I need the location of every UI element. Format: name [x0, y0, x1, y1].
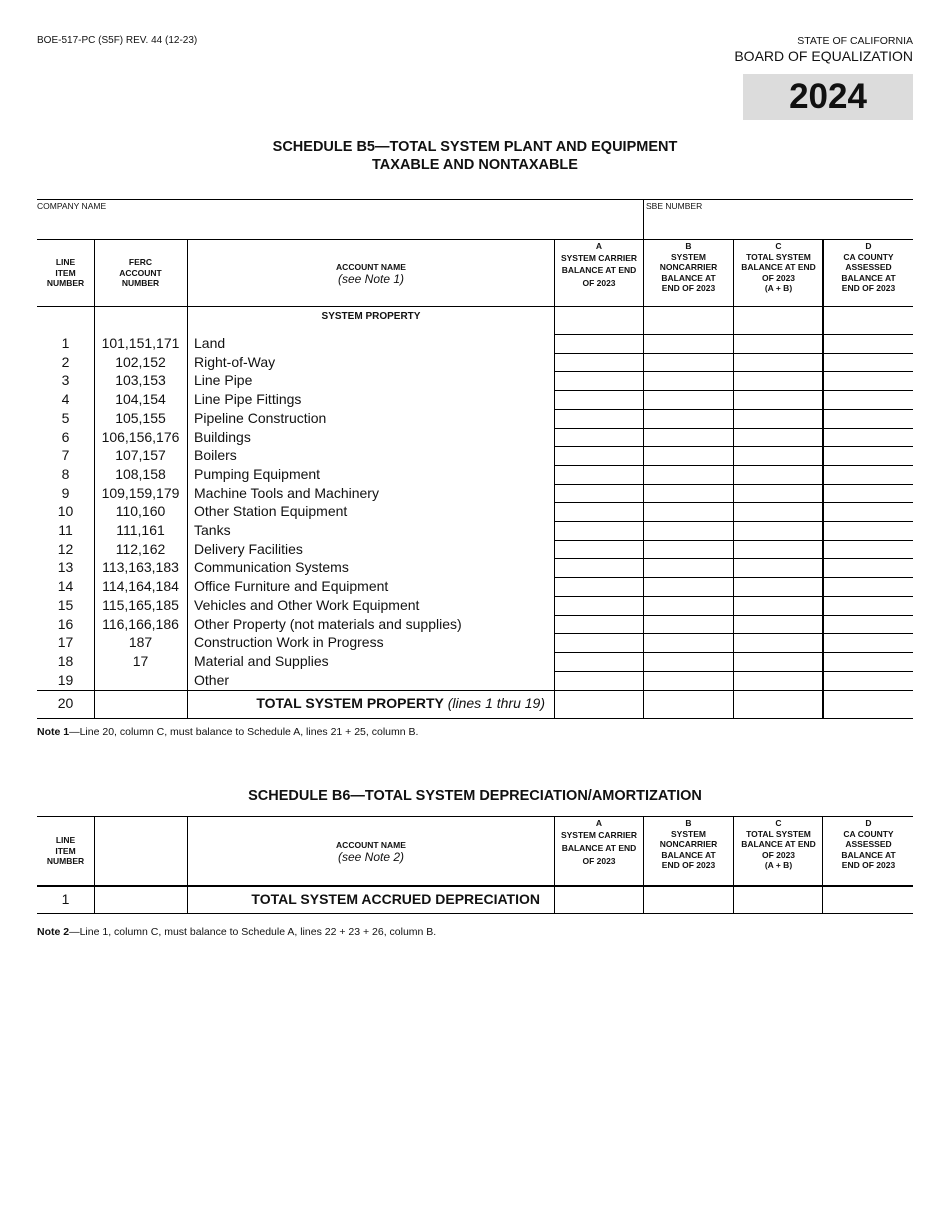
row-account-name: Pipeline Construction — [194, 409, 327, 426]
row-col-a-input[interactable] — [555, 559, 643, 576]
row-col-a-input[interactable] — [555, 634, 643, 651]
row-col-b-input[interactable] — [644, 447, 733, 464]
row-account-name: Land — [194, 335, 226, 351]
note-1: Note 1—Line 20, column C, must balance to Schedule A, lines 21 + 25, column B. — [37, 726, 419, 738]
col-c-header: C TOTAL SYSTEM BALANCE AT END OF 2023 (A + B) — [741, 241, 816, 293]
row-col-a-input[interactable] — [555, 672, 643, 689]
row-line-number: 4 — [61, 391, 70, 408]
row-col-d-input[interactable] — [824, 597, 913, 614]
row-line-number: 18 — [57, 652, 74, 669]
year-box: 2024 — [743, 74, 913, 120]
row-col-a-input[interactable] — [555, 429, 643, 446]
row-col-a-input[interactable] — [555, 503, 643, 520]
row-line-number: 6 — [61, 428, 70, 445]
row-line-number: 9 — [61, 484, 70, 501]
total-col-d-input[interactable] — [824, 691, 913, 718]
row-col-c-input[interactable] — [734, 447, 822, 464]
row-line-number: 17 — [57, 634, 74, 651]
row-ferc-number: 116,166,186 — [102, 615, 179, 632]
row-line-number: 15 — [57, 596, 74, 613]
row-account-name: Construction Work in Progress — [194, 634, 384, 651]
b6-col-d-input[interactable] — [824, 887, 913, 913]
row-col-c-input[interactable] — [734, 597, 822, 614]
row-account-name: Delivery Facilities — [194, 540, 303, 557]
row-col-a-input[interactable] — [555, 391, 643, 408]
col-a-header: A SYSTEM CARRIER BALANCE AT END OF 2023 — [560, 241, 638, 288]
row-ferc-number: 106,156,176 — [101, 428, 180, 445]
row-ferc-number: 104,154 — [115, 391, 166, 408]
row-line-number: 11 — [58, 522, 73, 538]
b6-col-b-input[interactable] — [644, 887, 733, 913]
row-col-d-input[interactable] — [824, 653, 913, 670]
row-col-c-input[interactable] — [734, 391, 822, 408]
row-col-b-input[interactable] — [644, 653, 733, 670]
row-col-d-input[interactable] — [824, 372, 913, 389]
row-col-d-input[interactable] — [824, 503, 913, 520]
row-account-name: Office Furniture and Equipment — [194, 578, 389, 595]
company-name-field[interactable] — [37, 213, 641, 237]
sbe-number-label: SBE NUMBER — [646, 201, 703, 211]
row-account-name: Line Pipe Fittings — [194, 391, 302, 408]
row-col-d-input[interactable] — [824, 541, 913, 558]
b6-col-line-header: LINE ITEM NUMBER — [46, 835, 85, 867]
b6-col-b-header: B SYSTEM NONCARRIER BALANCE AT END OF 2023 — [659, 818, 718, 870]
total-col-c-input[interactable] — [734, 691, 822, 718]
b5-title: SCHEDULE B5—TOTAL SYSTEM PLANT AND EQUIPMENT — [272, 139, 678, 155]
row-col-a-input[interactable] — [555, 653, 643, 670]
row-col-a-input[interactable] — [555, 447, 643, 464]
row-line-number: 7 — [61, 447, 70, 464]
row-col-d-input[interactable] — [824, 447, 913, 464]
row-col-b-input[interactable] — [644, 616, 733, 633]
row-col-c-input[interactable] — [734, 429, 822, 446]
b6-line-number: 1 — [61, 891, 70, 907]
row-col-c-input[interactable] — [734, 466, 822, 483]
row-col-d-input[interactable] — [824, 672, 913, 689]
b6-col-c-input[interactable] — [734, 887, 822, 913]
row-col-a-input[interactable] — [555, 354, 643, 371]
col-ferc-header: FERC ACCOUNT NUMBER — [119, 257, 162, 289]
row-col-a-input[interactable] — [555, 522, 643, 539]
row-col-b-input[interactable] — [644, 466, 733, 483]
row-col-a-input[interactable] — [555, 616, 643, 633]
row-col-d-input[interactable] — [824, 559, 913, 576]
row-account-name: Boilers — [194, 447, 237, 464]
row-col-b-input[interactable] — [644, 634, 733, 651]
col-b-header: B SYSTEM NONCARRIER BALANCE AT END OF 2023 — [659, 241, 718, 293]
state-label: STATE OF CALIFORNIA — [797, 35, 913, 47]
total-system-property-label: TOTAL SYSTEM PROPERTY (lines 1 thru 19) — [256, 695, 545, 711]
row-ferc-number: 113,163,183 — [102, 559, 179, 576]
row-ferc-number: 108,158 — [115, 465, 166, 482]
row-col-b-input[interactable] — [644, 410, 733, 427]
row-col-c-input[interactable] — [734, 578, 822, 595]
row-line-number: 1 — [61, 335, 70, 351]
row-col-b-input[interactable] — [644, 503, 733, 520]
row-col-c-input[interactable] — [734, 522, 822, 539]
row-col-c-input[interactable] — [734, 503, 822, 520]
row-col-a-input[interactable] — [555, 466, 643, 483]
row-ferc-number: 115,165,185 — [102, 596, 179, 613]
row-account-name: Tanks — [194, 522, 231, 538]
row-account-name: Other Property (not materials and supplies) — [194, 615, 462, 632]
row-col-d-input[interactable] — [824, 391, 913, 408]
row-account-name: Other — [194, 671, 230, 688]
b6-col-a-header: A SYSTEM CARRIER BALANCE AT END OF 2023 — [560, 818, 638, 866]
row-col-b-input[interactable] — [644, 578, 733, 595]
row-col-d-input[interactable] — [824, 429, 913, 446]
row-ferc-number: 187 — [128, 634, 153, 651]
row-ferc-number: 109,159,179 — [101, 484, 180, 501]
row-account-name: Communication Systems — [194, 559, 349, 576]
row-line-number: 2 — [61, 353, 70, 370]
row-col-d-input[interactable] — [824, 410, 913, 427]
total-col-a-input[interactable] — [555, 691, 643, 718]
row-col-b-input[interactable] — [644, 429, 733, 446]
row-ferc-number: 103,153 — [115, 372, 166, 389]
col-account-header: ACCOUNT NAME (see Note 1) — [336, 261, 406, 286]
row-account-name: Right-of-Way — [194, 353, 276, 370]
row-line-number: 3 — [61, 372, 70, 389]
row-col-c-input[interactable] — [734, 335, 822, 352]
row-ferc-number: 112,162 — [115, 540, 166, 557]
row-ferc-number: 107,157 — [115, 447, 166, 464]
total-line-number: 20 — [57, 695, 74, 711]
row-col-a-input[interactable] — [555, 597, 643, 614]
row-line-number: 14 — [57, 578, 74, 595]
row-account-name: Pumping Equipment — [194, 465, 321, 482]
row-account-name: Vehicles and Other Work Equipment — [194, 596, 420, 613]
note-2: Note 2—Line 1, column C, must balance to Schedule A, lines 22 + 23 + 26, column B. — [37, 926, 437, 938]
row-col-c-input[interactable] — [734, 354, 822, 371]
row-col-b-input[interactable] — [644, 391, 733, 408]
row-ferc-number: 111,161 — [116, 522, 165, 538]
row-col-b-input[interactable] — [644, 485, 733, 502]
row-col-d-input[interactable] — [824, 485, 913, 502]
row-line-number: 10 — [57, 503, 74, 520]
row-col-d-input[interactable] — [824, 634, 913, 651]
sbe-number-field[interactable] — [646, 213, 911, 237]
row-col-b-input[interactable] — [644, 559, 733, 576]
total-accrued-depreciation-label: TOTAL SYSTEM ACCRUED DEPRECIATION — [251, 891, 540, 907]
row-col-d-input[interactable] — [824, 522, 913, 539]
row-col-b-input[interactable] — [644, 522, 733, 539]
row-line-number: 12 — [57, 540, 74, 557]
row-line-number: 16 — [57, 615, 74, 632]
col-d-header: D CA COUNTY ASSESSED BALANCE AT END OF 2023 — [841, 241, 896, 293]
row-col-b-input[interactable] — [644, 335, 733, 352]
row-col-b-input[interactable] — [644, 672, 733, 689]
board-label: BOARD OF EQUALIZATION — [734, 48, 913, 64]
b6-col-a-input[interactable] — [555, 887, 643, 913]
row-line-number: 19 — [57, 671, 74, 688]
row-col-c-input[interactable] — [734, 616, 822, 633]
row-col-a-input[interactable] — [555, 578, 643, 595]
row-col-a-input[interactable] — [555, 335, 643, 352]
col-line-header: LINE ITEM NUMBER — [46, 257, 85, 289]
row-col-c-input[interactable] — [734, 634, 822, 651]
row-line-number: 13 — [57, 559, 74, 576]
row-col-d-input[interactable] — [824, 335, 913, 352]
row-line-number: 8 — [61, 465, 70, 482]
row-line-number: 5 — [61, 409, 70, 426]
row-col-c-input[interactable] — [734, 559, 822, 576]
row-col-c-input[interactable] — [734, 541, 822, 558]
row-account-name: Machine Tools and Machinery — [194, 484, 379, 501]
row-col-a-input[interactable] — [555, 372, 643, 389]
row-col-c-input[interactable] — [734, 653, 822, 670]
row-account-name: Line Pipe — [194, 372, 253, 389]
row-col-c-input[interactable] — [734, 672, 822, 689]
row-account-name: Other Station Equipment — [194, 503, 348, 520]
row-col-b-input[interactable] — [644, 541, 733, 558]
form-id: BOE-517-PC (S5F) REV. 44 (12-23) — [37, 35, 198, 46]
row-ferc-number: 105,155 — [115, 409, 166, 426]
row-col-c-input[interactable] — [734, 410, 822, 427]
row-col-d-input[interactable] — [824, 578, 913, 595]
b5-subtitle: TAXABLE AND NONTAXABLE — [372, 157, 578, 173]
row-col-a-input[interactable] — [555, 485, 643, 502]
company-name-label: COMPANY NAME — [37, 201, 107, 211]
b6-col-account-header: ACCOUNT NAME (see Note 2) — [336, 839, 406, 864]
row-account-name: Material and Supplies — [194, 652, 329, 669]
b6-col-c-header: C TOTAL SYSTEM BALANCE AT END OF 2023 (A + B) — [741, 818, 816, 870]
row-account-name: Buildings — [194, 428, 251, 445]
row-ferc-number: 101,151,171 — [101, 335, 180, 351]
row-ferc-number: 110,160 — [115, 503, 166, 520]
row-col-c-input[interactable] — [734, 485, 822, 502]
total-col-b-input[interactable] — [644, 691, 733, 718]
row-col-b-input[interactable] — [644, 597, 733, 614]
b6-col-d-header: D CA COUNTY ASSESSED BALANCE AT END OF 2023 — [841, 818, 896, 870]
row-ferc-number: 17 — [132, 652, 149, 669]
system-property-label: SYSTEM PROPERTY — [321, 311, 421, 322]
row-col-d-input[interactable] — [824, 616, 913, 633]
row-col-b-input[interactable] — [644, 354, 733, 371]
b6-title: SCHEDULE B6—TOTAL SYSTEM DEPRECIATION/AMORTIZATION — [248, 788, 702, 804]
row-col-a-input[interactable] — [555, 410, 643, 427]
row-col-a-input[interactable] — [555, 541, 643, 558]
row-ferc-number: 114,164,184 — [102, 578, 179, 595]
row-ferc-number: 102,152 — [115, 353, 166, 370]
row-col-d-input[interactable] — [824, 466, 913, 483]
row-col-b-input[interactable] — [644, 372, 733, 389]
row-col-d-input[interactable] — [824, 354, 913, 371]
row-col-c-input[interactable] — [734, 372, 822, 389]
